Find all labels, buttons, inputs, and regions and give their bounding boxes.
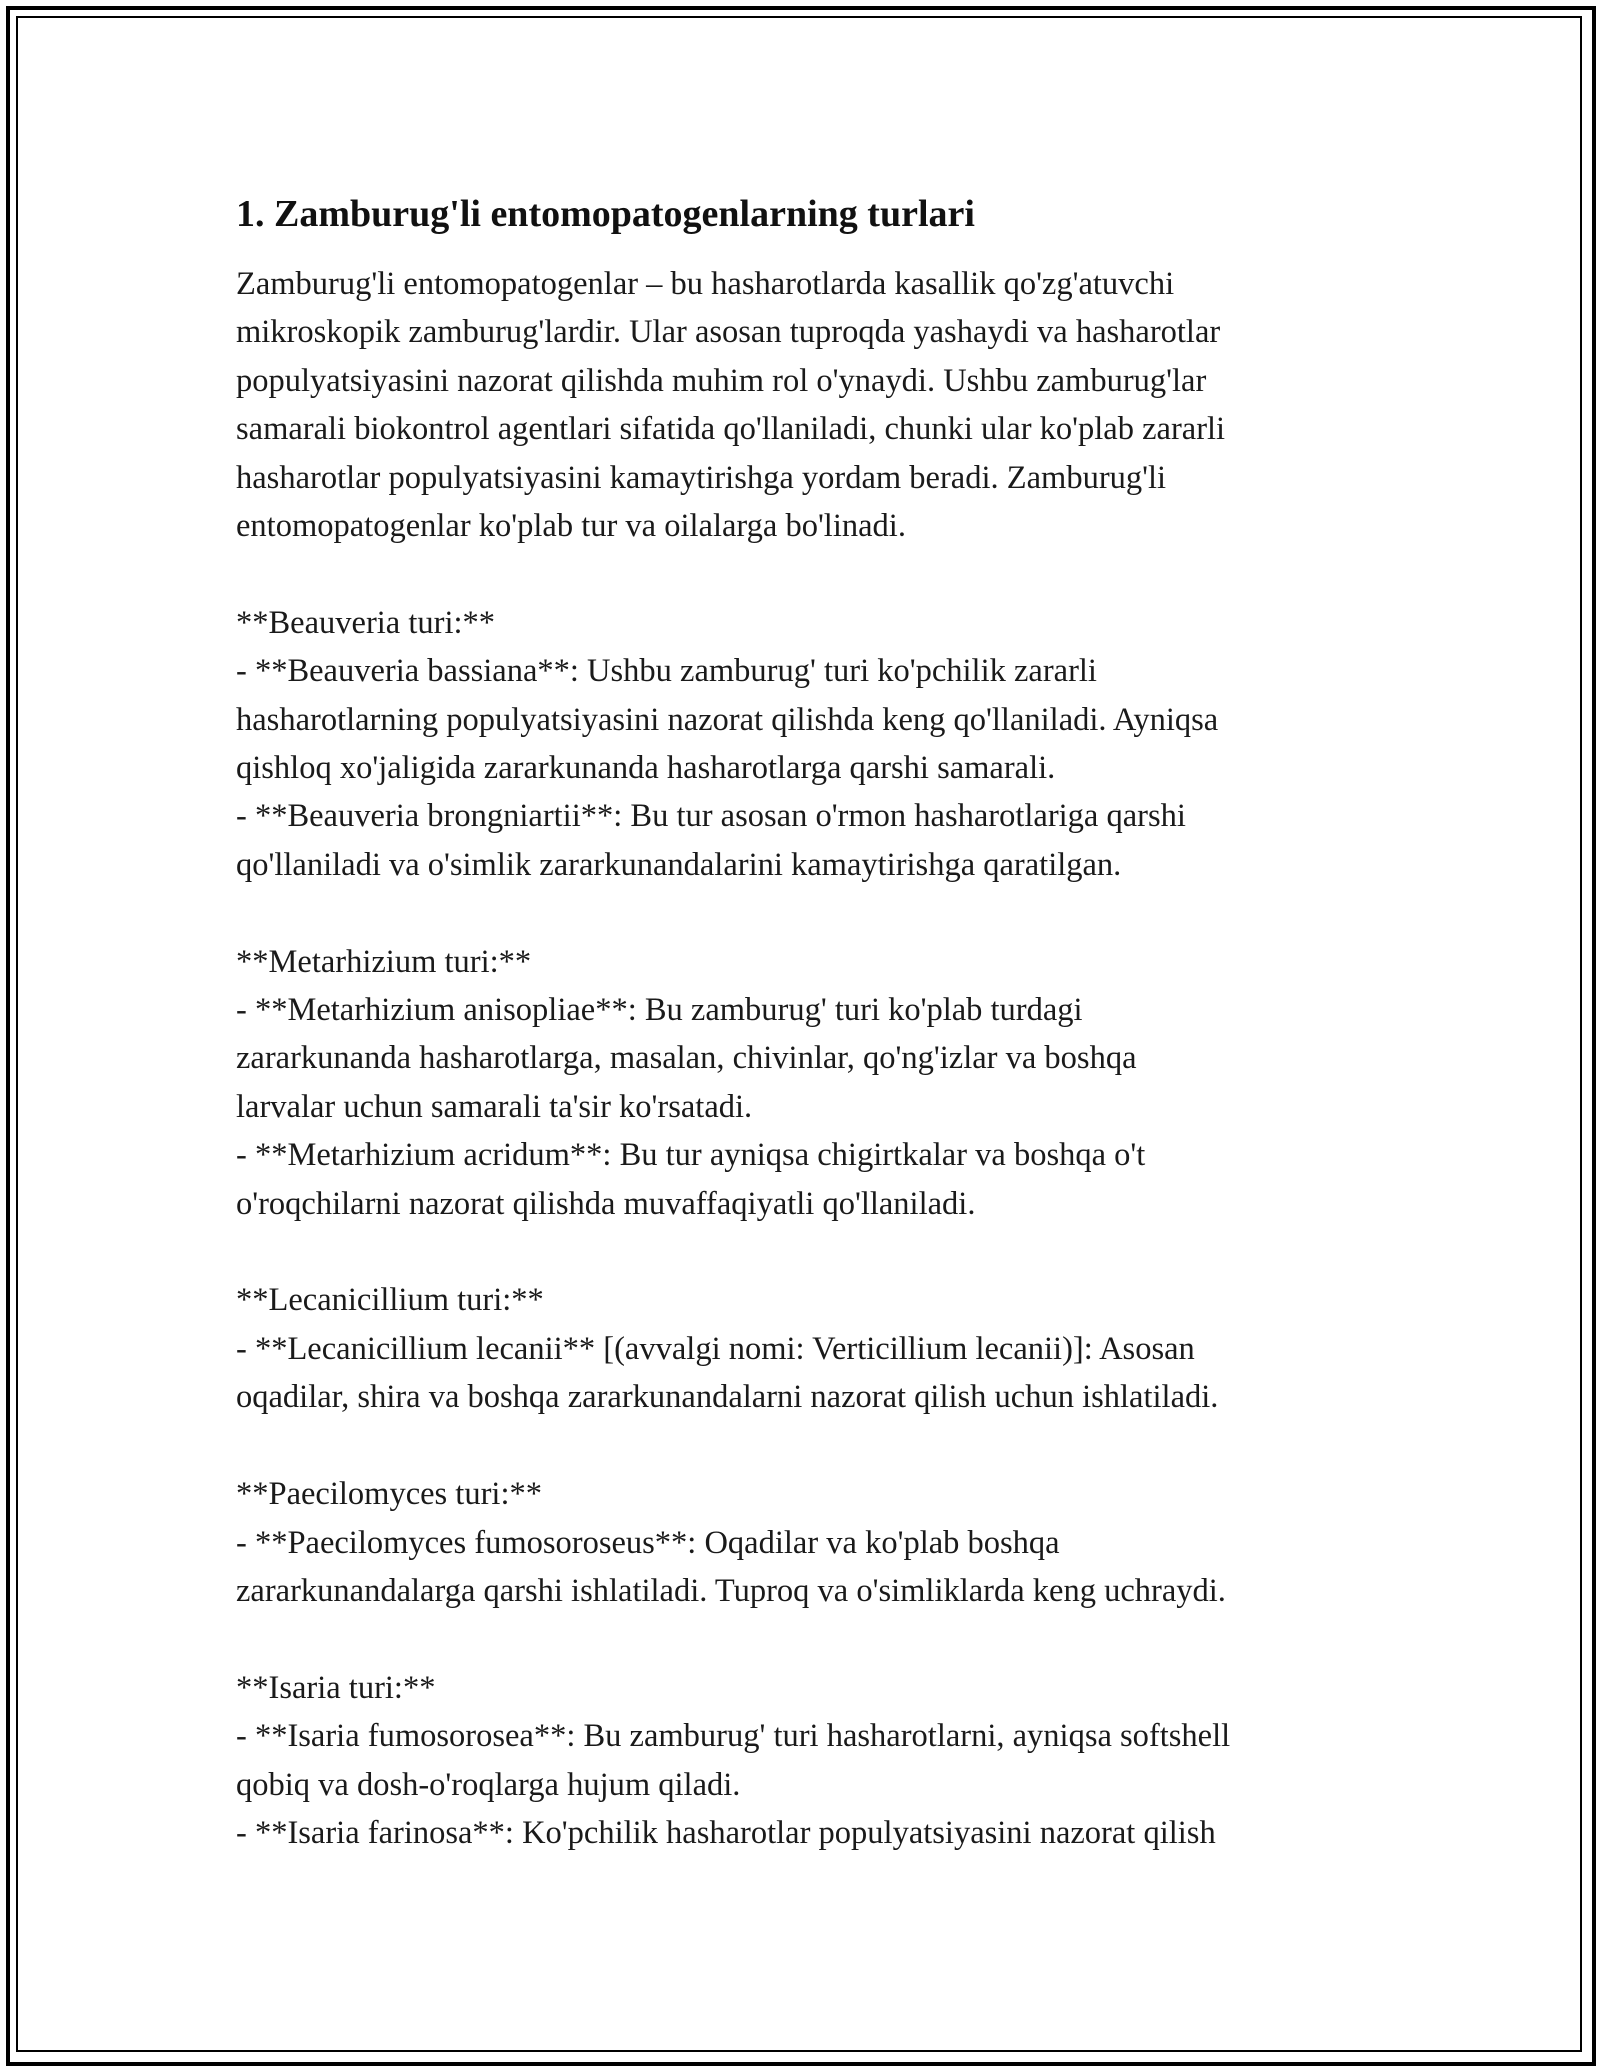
- species-line: hasharotlarning populyatsiyasini nazorat qilishda keng qo'llaniladi. Ayniqsa: [236, 701, 1219, 738]
- species-line: - **Lecanicillium lecanii** [(avvalgi nomi: Verticillium lecanii)]: Asosan: [236, 1330, 1195, 1367]
- intro-line: populyatsiyasini nazorat qilishda muhim rol o'ynaydi. Ushbu zamburug'lar: [236, 362, 1207, 399]
- genus-title: **Lecanicillium turi:**: [236, 1282, 544, 1319]
- paecilomyces-section: [236, 1470, 1366, 1615]
- species-line: o'roqchilarni nazorat qilishda muvaffaqiyatli qo'llaniladi.: [236, 1185, 976, 1222]
- species-line: zararkunandalarga qarshi ishlatiladi. Tuproq va o'simliklarda keng uchraydi.: [236, 1572, 1226, 1609]
- species-line: - **Paecilomyces fumosoroseus**: Oqadilar va ko'plab boshqa: [236, 1524, 1060, 1561]
- beauveria-section: [236, 599, 1366, 889]
- intro-line: entomopatogenlar ko'plab tur va oilalarga bo'linadi.: [236, 508, 906, 545]
- species-line: - **Metarhizium acridum**: Bu tur ayniqsa chigirtkalar va boshqa o't: [236, 1137, 1146, 1174]
- genus-title: **Metarhizium turi:**: [236, 943, 532, 980]
- species-line: oqadilar, shira va boshqa zararkunandalarni nazorat qilish uchun ishlatiladi.: [236, 1379, 1219, 1416]
- species-line: - **Metarhizium anisopliae**: Bu zamburug' turi ko'plab turdagi: [236, 992, 1083, 1029]
- document-body: [236, 190, 1366, 1857]
- intro-line: hasharotlar populyatsiyasini kamaytirishga yordam beradi. Zamburug'li: [236, 459, 1167, 496]
- species-line: zararkunanda hasharotlarga, masalan, chivinlar, qo'ng'izlar va boshqa: [236, 1040, 1137, 1077]
- genus-title: **Beauveria turi:**: [236, 604, 496, 641]
- intro-line: mikroskopik zamburug'lardir. Ular asosan tuproqda yashaydi va hasharotlar: [236, 314, 1221, 351]
- genus-title: **Paecilomyces turi:**: [236, 1476, 542, 1513]
- lecanicillium-section: [236, 1276, 1366, 1421]
- species-line: larvalar uchun samarali ta'sir ko'rsatadi.: [236, 1088, 753, 1125]
- section-heading: 1. Zamburug'li entomopatogenlarning turlari: [236, 193, 975, 235]
- intro-line: samarali biokontrol agentlari sifatida qo'llaniladi, chunki ular ko'plab zararli: [236, 411, 1226, 448]
- metarhizium-section: [236, 938, 1366, 1228]
- species-line: qishloq xo'jaligida zararkunanda hasharotlarga qarshi samarali.: [236, 750, 1056, 787]
- species-line: - **Isaria fumosorosea**: Bu zamburug' turi hasharotlarni, ayniqsa softshell: [236, 1718, 1231, 1755]
- species-line: - **Beauveria bassiana**: Ushbu zamburug' turi ko'pchilik zararli: [236, 653, 1097, 690]
- isaria-section: [236, 1664, 1366, 1858]
- genus-title: **Isaria turi:**: [236, 1669, 436, 1706]
- intro-paragraph: [236, 260, 1366, 550]
- species-line: - **Beauveria brongniartii**: Bu tur asosan o'rmon hasharotlariga qarshi: [236, 798, 1186, 835]
- species-line: qo'llaniladi va o'simlik zararkunandalarini kamaytirishga qaratilgan.: [236, 846, 1122, 883]
- species-line: - **Isaria farinosa**: Ko'pchilik hasharotlar populyatsiyasini nazorat qilish: [236, 1814, 1216, 1851]
- intro-line: Zamburug'li entomopatogenlar – bu hasharotlarda kasallik qo'zg'atuvchi: [236, 266, 1175, 302]
- species-line: qobiq va dosh-o'roqlarga hujum qiladi.: [236, 1766, 741, 1803]
